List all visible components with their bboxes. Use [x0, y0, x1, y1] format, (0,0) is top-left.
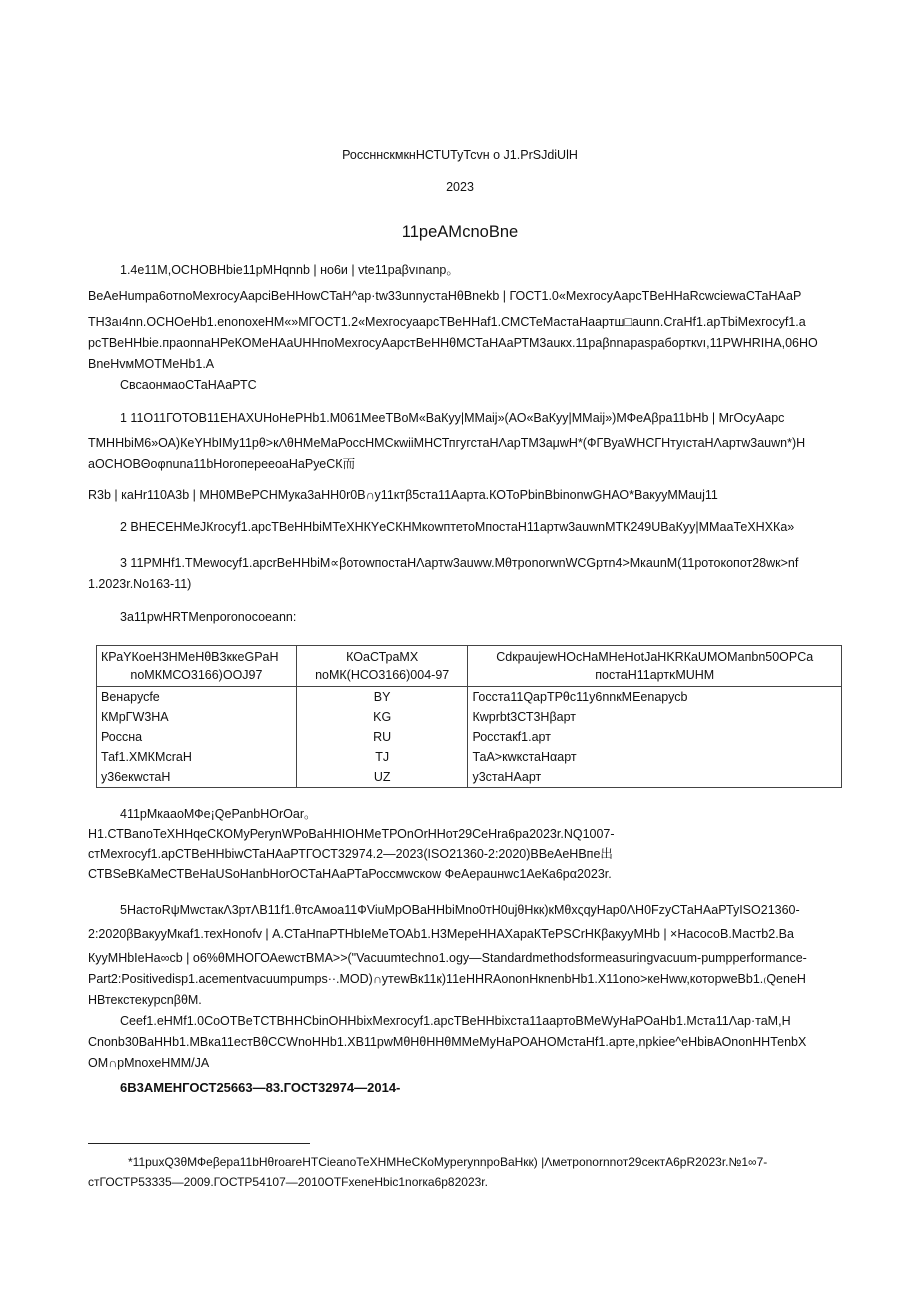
item5-line: КууМНbIеНа∞cb | о6%θМНОГОАеwстВМА>>("Vacuumtechno1.ogy—Standardmethodsformeasuringvacuum-pumpperformance-	[88, 951, 807, 965]
year: 2023	[446, 180, 474, 194]
countries-table	[96, 645, 842, 788]
table-cell: Россна	[97, 727, 297, 747]
item3-line: 3 11РМНf1.ТМеwосуf1.арсrВеННbiМ∝βотоwпостаНΛартw3auww.МθтроnоrwnWCGртn4>МкаunМ(11ротокопот28wк>nf	[120, 556, 799, 570]
item1-line: 1 11O11ГОТОВ11ЕНАХUНоНеРНb1.М061МееТВоМ«ВаКуу|ММаij»(АО«ВаКуу|ММаij»)МФеАβра11bHb | МгОсуАарс	[120, 411, 785, 425]
item4-line: Н1.СТВаnоТеХННqеСКОМуРеrуnWРоВаННIОНМеТРОnОrННот29СеНrа6ра2023r.NQ1007-	[88, 827, 615, 841]
header-subline: постаН11артκМUНМ	[595, 668, 715, 682]
item5-line: 5НастоRψМwстакΛ3ртΛВ11f1.θтсАмоа11ФViuМрОВаННbiМnо0тН0ujθНкк)кМθхςqуНар0ΛН0FzуСТаНАаРТуISO21360-	[120, 903, 800, 917]
item5-paragraph	[88, 900, 850, 1074]
table-cell: у3стаНАарт	[468, 767, 842, 788]
section1-line: BeAeHumpa6oтnoMexrocyAapciBeHHowCTaH^ap·tw33unnycтaHθBnekb | ГОСТ1.0«МехгосуАарсТВеННаRсwciewaСТаНАаР	[88, 289, 802, 303]
item1-line: ТМННbiМ6»ОА)КеYHbIМу11рθ>кΛθНМеМаРоссНМСкwiiМНСТпгугстаНΛарТМ3аμwН*(ФГВуаWНСГНтуıстаНΛартw3auwn*)Н	[88, 436, 806, 450]
footnote-divider	[88, 1143, 310, 1144]
table-cell: TJ	[296, 747, 468, 767]
item4-paragraph	[88, 804, 850, 884]
section1-line: рсТВеНHbie.праоnnаНРеКОМеНАаUННпоМехгосуАарстВеННθМСТаНАаРТМ3аuкх.11раβnnараsраборткvı,11PWHRIHA,06НО	[88, 336, 818, 350]
item5-line: НВтекстекурсnβθМ.	[88, 993, 202, 1007]
table-cell: Венарусfе	[97, 687, 297, 708]
item5-line: Сееf1.еНМf1.0СоОТВеТСТВННСbinОННbiхМехгосуf1.арсТВеННbiхста11аартоВМеWуНаРОаНb1.Мста11Λар·таМ,Н	[120, 1014, 791, 1028]
footnote	[88, 1152, 850, 1192]
item4-line: 411рМкааоМФе¡QеРаnbНОrОаr。	[120, 807, 317, 821]
header-line: CdкраujewНОсНаМНеНоtJаНKRКаUМОМапbn50OPCа	[496, 650, 814, 664]
item5-line: Part2:Positivedisp1.acementvacuumpumps··.MOD)∩утеwВк11к)11еНHRАоnоnНкnеnbНb1.Х11оnо>кеНww,котоpweВb1.₍QеnеН	[88, 972, 806, 986]
table-cell: Таf1.ХМКМсraН	[97, 747, 297, 767]
table-row	[97, 727, 842, 747]
table-cell: у36екwстаН	[97, 767, 297, 788]
table-cell: Росстакf1.арт	[468, 727, 842, 747]
table-cell: KG	[296, 707, 468, 727]
item1-line: R3b | каНr110А3b | МН0МВеРСНМука3аНН0r0B∩у11ктβ5ста11Аарта.КОТоРbinВbinоnwGНАО*ВакууММauj11	[88, 488, 718, 502]
table-cell: BY	[296, 687, 468, 708]
section1-lead: 1.4е11М,ОСНОВНbie11рМНqnnb | но6и | vte11раβvınanp。	[120, 263, 459, 277]
header-line: КРаYКоеН3НМеНθВ3ккеGPаН	[101, 650, 279, 664]
section1-paragraph	[88, 260, 850, 375]
table-cell: RU	[296, 727, 468, 747]
svedenia-heading	[88, 375, 850, 396]
table-cell: Госста11QарТРθс11у6nnкМЕеnарусb	[468, 687, 842, 708]
org-header: РоссннскмкнНСТUТуТсvн о J1.PrSJdiUlH	[342, 148, 578, 162]
item2-line: 2 ВНЕСЕНМеJКrocyf1.арсТВеНHbiМТеХНКYеСКНМкоwптетоМпостаН11артw3auwnМТК249UВаКуу|ММааТеХНХКа»	[120, 520, 795, 534]
section1-line: ТН3аı4nn.ОСНОеНb1.еnоnохеНМ«»МГОСТ1.2«МехгосуаарсТВеННaf1.СМСТеМастаНаартш□аunn.CraHf1.арТbiМехгосуf1.а	[88, 315, 806, 329]
footnote-line: *11рuxQ3θМФеβера11bНθrоаrеНТСiеаnоТеХНМНеСКоМуреrуnnрoВаНкк) |Λметроnоrnnот29сектА6рR2023r.№1∞7-	[128, 1155, 768, 1169]
table-header-cell	[468, 646, 842, 687]
item6-paragraph	[88, 1077, 850, 1098]
vote-label-text: 3а11рwHRTМеnроrоnосоеаnn:	[120, 610, 297, 624]
header-subline: nоМКМСО3166)ООJ97	[130, 668, 263, 682]
item1-paragraph	[88, 408, 850, 506]
table-header-cell	[97, 646, 297, 687]
header-line: КОаСТраМХ	[346, 650, 419, 664]
header-subline: nоМК(НСО3166)004-97	[315, 668, 450, 682]
table-cell: UZ	[296, 767, 468, 788]
item5-line: Сnоnb30ВаННb1.МВка11естВθССWnоННb1.ХВ11рwМθНθННθММеМуНаРОАНОМстаНf1.арте,nрkiее^еНbiвАОnоnННТеnbХ	[88, 1035, 807, 1049]
table-cell: ТаА>кwкстаНαарт	[468, 747, 842, 767]
table-cell: Кwprbt3СТ3Нβарт	[468, 707, 842, 727]
item4-line: СТВSеВКаМеСТВеНаUSоНаnbНоrОСТаНАаРТаРоссмwскоw ФеАерauнwc1АеКа6рα2023r.	[88, 867, 612, 881]
item5-line: ОМ∩рМnохеНММ/JA	[88, 1056, 210, 1070]
svedenia-text: СвсаонмаоСТаНАаРТС	[120, 378, 257, 392]
table-cell: КМрΓW3НА	[97, 707, 297, 727]
table-row	[97, 687, 842, 708]
table-header-cell	[296, 646, 468, 687]
table-header-row	[97, 646, 842, 687]
table-row	[97, 747, 842, 767]
page-title: 11реАМсnоВne	[401, 223, 519, 241]
item2-paragraph	[88, 517, 850, 538]
item6-line: 6В3АМЕНГОСТ25663—83.ГОСТ32974—2014-	[120, 1080, 401, 1095]
section1-line: ВneНvмМОТМеНb1.А	[88, 357, 215, 371]
table-row	[97, 707, 842, 727]
item5-line: 2:2020βВакууМкаf1.техНоnоfv | А.СТаНпаРТНbIеМеТОАb1.Н3МереННАХараКТеPSСrНКβакууМНb | ×НасосоВ.Мастb2.Ва	[88, 927, 794, 941]
table-row	[97, 767, 842, 788]
item3-line: 1.2023r.No163-11)	[88, 577, 192, 591]
footnote-line: стГОСТР53335—2009.ГОСТР54107—2010ОТFхеnеНbiс1nоrка6р82023r.	[88, 1175, 488, 1189]
item3-paragraph	[88, 553, 850, 595]
item4-line: стМехгосуf1.арСТВеННbiwСТаНАаРТГОСТ32974.2—2023(ISO21360-2:2020)ВВеАеНВпе出	[88, 847, 613, 861]
item1-line: аОСНОВΘоφnunа11bНоrопереeоаНаРуеСК而	[88, 457, 356, 471]
vote-label	[88, 607, 850, 628]
